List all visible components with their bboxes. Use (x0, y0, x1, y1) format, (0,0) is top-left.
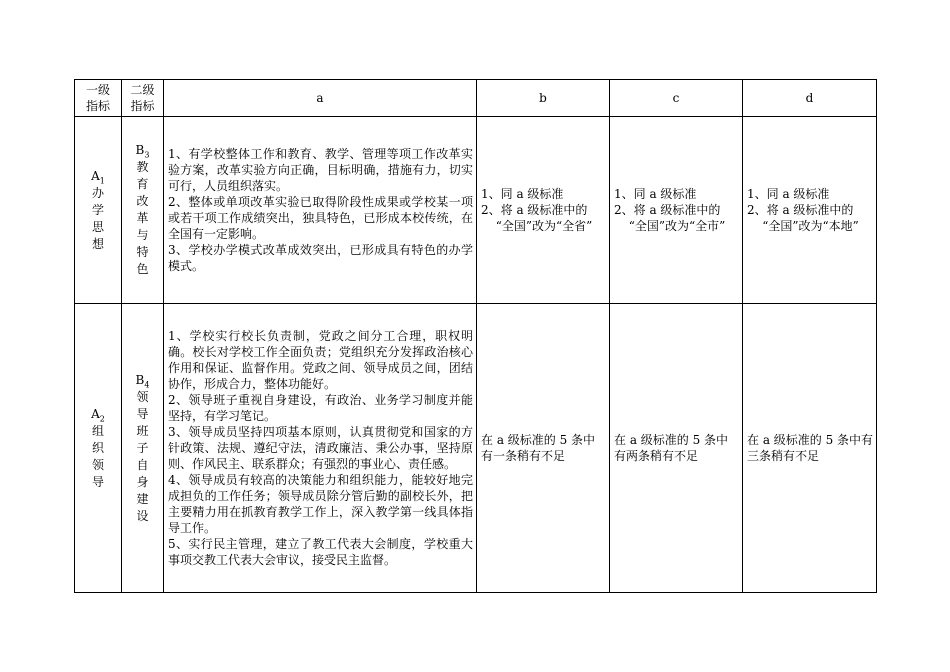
indicator-name: 组织领导 (91, 423, 104, 489)
header-b: b (477, 80, 610, 117)
indicator-name: 办学思想 (91, 185, 104, 251)
evaluation-table (74, 79, 877, 593)
standard-item: 2、整体或单项改革实验已取得阶段性成果或学校某一项或若干项工作成绩突出，独具特色，已形成本校传统，在全国有一定影响。 (168, 195, 473, 241)
header-a: a (164, 80, 477, 117)
level2-indicator (122, 117, 164, 304)
indicator-code: $A_1$ (91, 168, 105, 185)
standard-c-cell: 在 a 级标准的 5 条中有两条稍有不足 (610, 304, 743, 593)
indicator-code: $B_3$ (135, 143, 150, 160)
standard-item: 4、领导成员有较高的决策能力和组织能力，能较好地完成担负的工作任务；领导成员除分管后勤的副校长外，把主要精力用在抓教育教学工作上，深入教学第一线具体指导工作。 (168, 473, 473, 535)
header-c: c (610, 80, 743, 117)
level1-indicator (75, 117, 122, 304)
standard-item: 2、领导班子重视自身建设，有政治、业务学习制度并能坚持，有学习笔记。 (168, 393, 473, 423)
standard-a-cell (164, 117, 477, 304)
standard-b-cell: 在 a 级标准的 5 条中有一条稍有不足 (477, 304, 610, 593)
indicator-code: $A_2$ (91, 406, 105, 423)
standard-item: 5、实行民主管理，建立了教工代表大会制度，学校重大事项交教工代表大会审议，接受民主监督。 (168, 537, 473, 567)
table-row (75, 117, 877, 304)
standard-item: 3、领导成员坚持四项基本原则，认真贯彻党和国家的方针政策、法规、遵纪守法，清政廉洁、秉公办事，坚持原则、作风民主、联系群众；有强烈的事业心、责任感。 (168, 425, 473, 471)
standard-d-cell: 在 a 级标准的 5 条中有三条稍有不足 (743, 304, 877, 593)
standard-a-cell (164, 304, 477, 593)
standard-d-cell: 1、同 a 级标准 2、将 a 级标准中的 “全国”改为“本地” (743, 117, 877, 304)
indicator-code: $B_4$ (135, 372, 150, 389)
indicator-name: 教育改革与特色 (136, 160, 149, 276)
header-level2: 二级指标 (122, 80, 164, 117)
header-level1: 一级指标 (75, 80, 122, 117)
standard-item: 1、有学校整体工作和教育、教学、管理等项工作改革实验方案，改革实验方向正确，目标明确，措施有力，切实可行，人员组织落实。 (168, 147, 473, 193)
table-row (75, 304, 877, 593)
header-row (75, 80, 877, 117)
header-d: d (743, 80, 877, 117)
standard-item: 3、学校办学模式改革成效突出，已形成具有特色的办学模式。 (168, 243, 473, 273)
level2-indicator (122, 304, 164, 593)
standard-item: 1、学校实行校长负责制，党政之间分工合理，职权明确。校长对学校工作全面负责；党组织充分发挥政治核心作用和保证、监督作用。党政之间、领导成员之间，团结协作，形成合力，整体功能好。 (168, 329, 473, 391)
indicator-name: 领导班子自身建设 (136, 389, 149, 523)
standard-b-cell: 1、同 a 级标准 2、将 a 级标准中的 “全国”改为“全省” (477, 117, 610, 304)
level1-indicator (75, 304, 122, 593)
standard-c-cell: 1、同 a 级标准 2、将 a 级标准中的 “全国”改为“全市” (610, 117, 743, 304)
